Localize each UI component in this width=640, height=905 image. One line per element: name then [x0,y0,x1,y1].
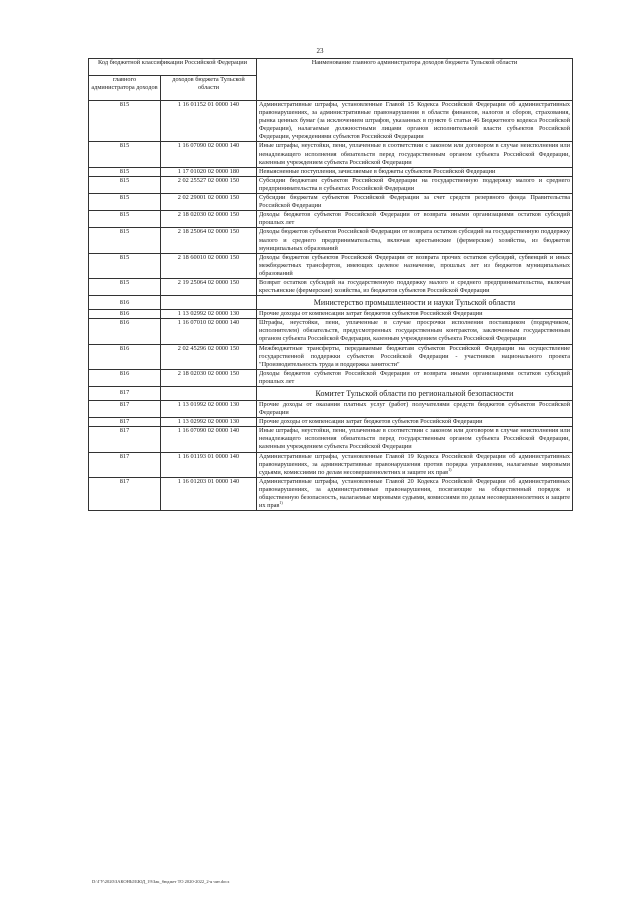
admin-code: 815 [89,142,161,167]
income-description [257,194,573,211]
revenue-admin-table [88,58,573,511]
ministry-name: Министерство промышленности и науки Тульской области [257,296,573,310]
page-number: 23 [316,47,324,55]
admin-code: 815 [89,253,161,278]
table-row [89,176,573,193]
description-text: Возврат остатков субсидий на государственную поддержку малого и среднего предпринимательства, включая крестьянские (фермерские) хозяйства, из бюджетов субъектов Российской Федерации [259,278,570,295]
description-text: Доходы бюджетов субъектов Российской Федерации от возврата остатков субсидий на государственную поддержку малого и среднего предпринимательства, включая крестьянские (фермерские) хозяйства, из бюджетов муниципальных образований [259,228,570,252]
admin-code: 817 [89,477,161,510]
income-code: 2 18 02030 02 0000 150 [161,211,257,228]
income-description [257,253,573,278]
income-description [257,401,573,418]
description-text: Субсидии бюджетам субъектов Российской Федерации на государственную поддержку малого и среднего предпринимательства в субъектах Российской Федерации [259,176,570,192]
header-name: Наименование главного администратора доходов бюджета Тульской области [257,59,573,101]
footnote-marker: 1) [279,500,283,506]
ministry-name: Комитет Тульской области по региональной безопасности [257,387,573,401]
empty-cell [161,387,257,401]
description-text: Невыясненные поступления, зачисляемые в бюджеты субъектов Российской Федерации [259,167,496,175]
admin-code: 815 [89,228,161,253]
header-kbk: Код бюджетной классификации Российской Федерации [89,59,257,76]
income-description [257,418,573,427]
description-text: Административные штрафы, установленные Главой 15 Кодекса Российской Федерации об административных правонарушениях, за административные правонарушения в области финансов, налогов и сборов, страхования, рынка ценных бумаг (за исключением штрафов, указанных в пункте 6 статьи 46 Бюджетного кодекса Российской Федерации), налагаемые должностными лицами органов исполнительной власти субъектов Российской Федерации, учреждениями субъектов Российской Федерации [259,101,570,141]
admin-code: 816 [89,319,161,344]
description-text: Иные штрафы, неустойки, пени, уплаченные в соответствии с законом или договором в случае неисполнения или ненадлежащего исполнения обязательств перед государственным органом субъекта Российской Федерации, казенным учреждением субъекта Российской Федерации [259,142,570,166]
file-path-footer: D:\ГУ\2020\ЗАКОНЫ\БЮД_19\Зак_бюджет ТО 2020-2022_2-я чит.docx [92,879,230,884]
admin-code: 815 [89,101,161,142]
empty-cell [161,296,257,310]
table-row [89,101,573,142]
income-code: 1 16 01152 01 0000 140 [161,101,257,142]
income-description [257,167,573,176]
description-text: Прочие доходы от компенсации затрат бюджетов субъектов Российской Федерации [259,418,483,426]
income-code: 2 19 25064 02 0000 150 [161,278,257,295]
admin-code: 815 [89,211,161,228]
description-text: Доходы бюджетов субъектов Российской Федерации от возврата прочих остатков субсидий, субвенций и иных межбюджетных трансфертов, имеющих целевое назначение, прошлых лет из бюджетов муниципальных образований [259,253,570,277]
table-row [89,319,573,344]
admin-code: 816 [89,296,161,310]
ministry-row [89,387,573,401]
description-text: Административные штрафы, установленные Главой 19 Кодекса Российской Федерации об административных правонарушениях, за административные правонарушения против порядка управления, налагаемые мировыми судьями, комиссиями по делам несовершеннолетних и защите их прав [259,452,570,476]
income-description [257,101,573,142]
income-code: 2 18 25064 02 0000 150 [161,228,257,253]
income-description [257,319,573,344]
income-code: 2 02 25527 02 0000 150 [161,176,257,193]
ministry-row [89,296,573,310]
income-description [257,452,573,477]
description-text: Иные штрафы, неустойки, пени, уплаченные в соответствии с законом или договором в случае неисполнения или ненадлежащего исполнения обязательств перед государственным органом субъекта Российской Федерации, казенным учреждением субъекта Российской Федерации [259,427,570,451]
income-code: 1 13 02992 02 0000 130 [161,310,257,319]
table-row [89,142,573,167]
table-row [89,452,573,477]
admin-code: 815 [89,167,161,176]
income-description [257,176,573,193]
description-text: Штрафы, неустойки, пени, уплаченные в случае просрочки исполнения поставщиком (подрядчиком, исполнителем) обязательств, предусмотренных государственным контрактом, заключенным государственным органом субъекта Российской Федерации, казенным учреждением субъекта Российской Федерации [259,319,570,343]
table-row [89,427,573,452]
income-code: 2 18 02030 02 0000 150 [161,369,257,386]
table-row [89,369,573,386]
income-description [257,427,573,452]
admin-code: 817 [89,418,161,427]
table-row [89,167,573,176]
table-row [89,253,573,278]
admin-code: 815 [89,176,161,193]
admin-code: 817 [89,427,161,452]
description-text: Административные штрафы, установленные Главой 20 Кодекса Российской Федерации об административных правонарушениях, за административные правонарушения, посягающие на общественный порядок и общественную безопасность, налагаемые мировыми судьями, комиссиями по делам несовершеннолетних и защите их прав [259,477,570,510]
income-code: 1 16 07090 02 0000 140 [161,427,257,452]
admin-code: 817 [89,401,161,418]
description-text: Доходы бюджетов субъектов Российской Федерации от возврата иными организациями остатков субсидий прошлых лет [259,369,570,385]
table-header-row [89,59,573,76]
income-description [257,228,573,253]
income-code: 2 02 29001 02 0000 150 [161,194,257,211]
admin-code: 817 [89,452,161,477]
table-row [89,418,573,427]
income-code: 1 16 01203 01 0000 140 [161,477,257,510]
description-text: Прочие доходы от оказания платных услуг (работ) получателями средств бюджетов субъектов Российской Федерации [259,401,570,417]
admin-code: 817 [89,387,161,401]
description-text: Доходы бюджетов субъектов Российской Федерации от возврата иными организациями остатков субсидий прошлых лет [259,211,570,227]
income-description [257,211,573,228]
table-row [89,401,573,418]
table-row [89,278,573,295]
income-description [257,344,573,369]
description-text: Межбюджетные трансферты, передаваемые бюджетам субъектов Российской Федерации на осуществление государственной поддержки субъектов Российской Федерации - участников национального проекта "Производительность труда и поддержка занятости" [259,344,570,368]
income-code: 1 13 02992 02 0000 130 [161,418,257,427]
table-row [89,228,573,253]
income-code: 1 16 07010 02 0000 140 [161,319,257,344]
footnote-marker: 1) [448,466,452,472]
description-text: Прочие доходы от компенсации затрат бюджетов субъектов Российской Федерации [259,310,483,318]
admin-code: 816 [89,344,161,369]
income-code: 1 16 01193 01 0000 140 [161,452,257,477]
income-code: 1 17 01020 02 0000 180 [161,167,257,176]
income-code: 1 13 01992 02 0000 130 [161,401,257,418]
table-row [89,344,573,369]
table-row [89,194,573,211]
header-income: доходов бюджета Тульской области [161,76,257,101]
header-admin: главного администратора доходов [89,76,161,101]
income-code: 2 18 60010 02 0000 150 [161,253,257,278]
admin-code: 815 [89,278,161,295]
income-description [257,310,573,319]
admin-code: 815 [89,194,161,211]
table-row [89,477,573,510]
description-text: Субсидии бюджетам субъектов Российской Федерации за счет средств резервного фонда Правительства Российской Федерации [259,194,570,210]
income-description [257,369,573,386]
income-description [257,477,573,510]
table-row [89,310,573,319]
income-description [257,278,573,295]
income-code: 1 16 07090 02 0000 140 [161,142,257,167]
admin-code: 816 [89,369,161,386]
table-row [89,211,573,228]
income-code: 2 02 45296 02 0000 150 [161,344,257,369]
admin-code: 816 [89,310,161,319]
income-description [257,142,573,167]
